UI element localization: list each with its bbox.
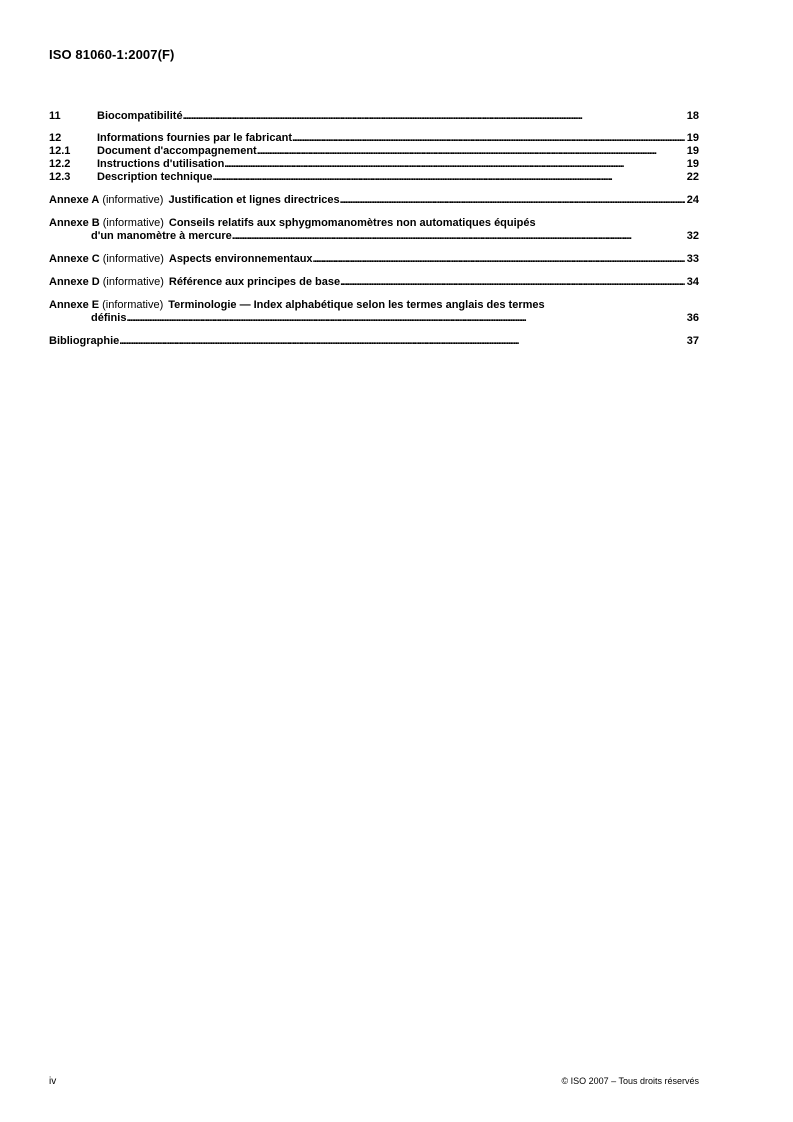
dot-leader: [292, 132, 685, 145]
annex-type: (informative): [102, 253, 164, 265]
toc-entry-12-3[interactable]: [49, 171, 699, 184]
toc-entry-annex-d[interactable]: [49, 276, 699, 289]
toc-page-number: 33: [686, 253, 699, 265]
dot-leader: [340, 276, 685, 289]
dot-leader: [213, 171, 685, 184]
annex-title: Terminologie — Index alphabétique selon les termes anglais des termes: [168, 299, 545, 311]
annex-label: Annexe D: [49, 276, 100, 288]
toc-entry-11[interactable]: [49, 110, 699, 123]
annex-title: Référence aux principes de base: [168, 276, 341, 288]
toc-entry-12-2[interactable]: [49, 158, 699, 171]
toc-page-number: 36: [686, 312, 699, 324]
dot-leader: [224, 158, 684, 171]
toc-entry-annex-a[interactable]: [49, 194, 699, 207]
page-number: iv: [49, 1076, 57, 1087]
toc-entry-annex-b[interactable]: [49, 217, 699, 243]
toc-section-title: Document d'accompagnement: [97, 145, 257, 157]
annex-title: Conseils relatifs aux sphygmomanomètres non automatiques équipés: [168, 217, 536, 229]
toc-entry-annex-c[interactable]: [49, 253, 699, 266]
toc-section-number: 12.2: [49, 158, 71, 170]
toc-section-title: Informations fournies par le fabricant: [97, 132, 292, 144]
dot-leader: [340, 194, 685, 207]
toc-page-number: 34: [686, 276, 699, 288]
annex-label: Annexe C: [49, 253, 100, 265]
toc-page-number: 18: [686, 110, 699, 122]
toc-section-title: Description technique: [97, 171, 213, 183]
toc-page-number: 19: [686, 132, 699, 144]
dot-leader: [232, 230, 685, 243]
toc-section-number: 12.3: [49, 171, 71, 183]
toc-section-number: 11: [49, 110, 61, 122]
annex-title-continuation: d'un manomètre à mercure: [91, 230, 232, 242]
toc-entry-12[interactable]: [49, 132, 699, 145]
dot-leader: [183, 110, 685, 123]
annex-label: Annexe A: [49, 194, 100, 206]
copyright-notice: © ISO 2007 – Tous droits réservés: [561, 1076, 699, 1086]
toc-section-title: Instructions d'utilisation: [97, 158, 225, 170]
annex-type: (informative): [102, 217, 164, 229]
toc-page-number: 37: [686, 335, 699, 347]
annex-title: Justification et lignes directrices: [168, 194, 340, 206]
dot-leader: [119, 335, 684, 348]
toc-section-number: 12: [49, 132, 62, 144]
dot-leader: [313, 253, 685, 266]
toc-entry-annex-e[interactable]: [49, 299, 699, 325]
dot-leader: [126, 312, 684, 325]
annex-type: (informative): [102, 194, 164, 206]
document-id-header: ISO 81060-1:2007(F): [49, 47, 175, 62]
bibliography-title: Bibliographie: [49, 335, 120, 347]
annex-title: Aspects environnementaux: [168, 253, 313, 265]
annex-title-continuation: définis: [91, 312, 127, 324]
toc-section-number: 12.1: [49, 145, 71, 157]
annex-label: Annexe E: [49, 299, 100, 311]
toc-page-number: 32: [686, 230, 699, 242]
toc-page-number: 22: [686, 171, 699, 183]
table-of-contents: [49, 110, 699, 348]
dot-leader: [257, 145, 685, 158]
toc-section-title: Biocompatibilité: [97, 110, 183, 122]
toc-entry-12-1[interactable]: [49, 145, 699, 158]
annex-label: Annexe B: [49, 217, 100, 229]
annex-type: (informative): [102, 276, 164, 288]
toc-page-number: 19: [686, 158, 699, 170]
toc-entry-bibliography[interactable]: [49, 335, 699, 348]
toc-page-number: 24: [686, 194, 699, 206]
toc-page-number: 19: [686, 145, 699, 157]
annex-type: (informative): [102, 299, 164, 311]
